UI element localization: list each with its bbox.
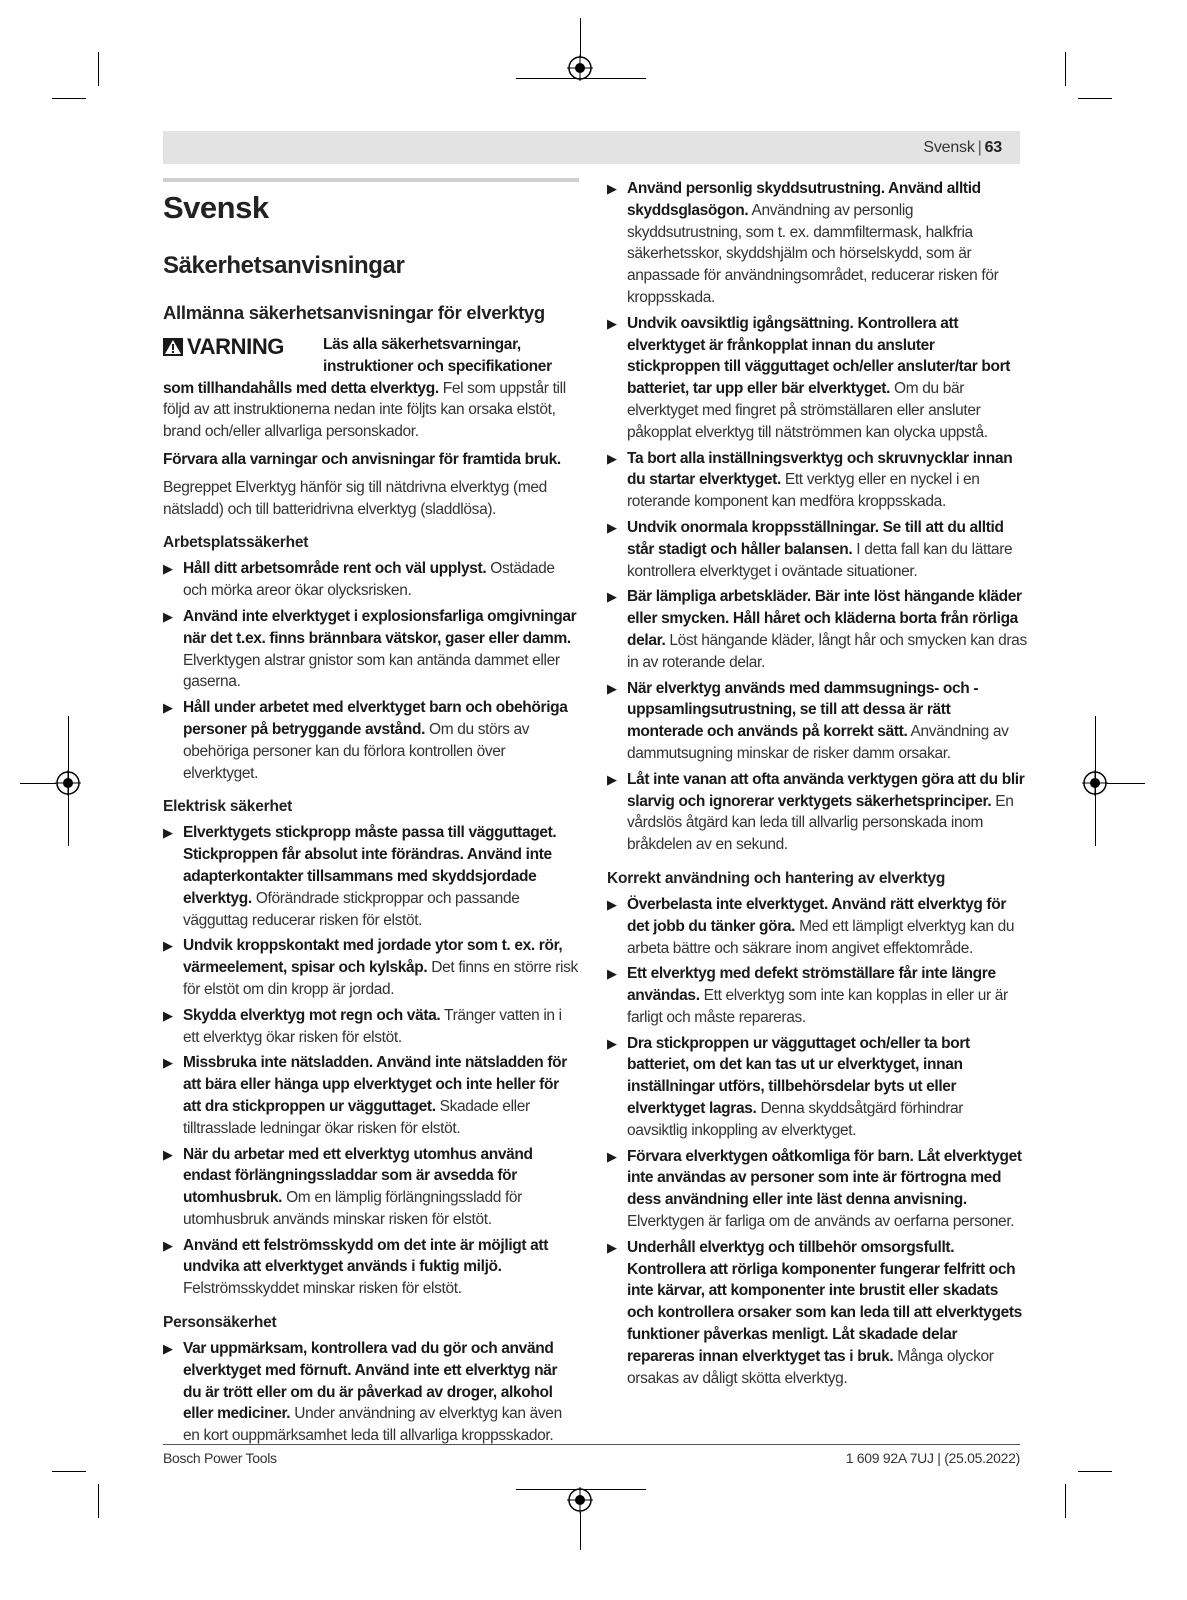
triangle-bullet-icon: ▶ (607, 181, 617, 196)
registration-target-icon (55, 770, 81, 796)
list-item: ▶ Bär lämpliga arbetskläder. Bär inte löst hängande kläder eller smycken. Håll håret och kläderna borta från rörliga delar. Löst hängande kläder, långt hår och smycken kan dras in av roterande delar. (607, 588, 1027, 671)
list-item: ▶ Undvik onormala kroppsställningar. Se till att du alltid står stadigt och håller balansen. I detta fall kan du lättare kontrollera elverktyget i oväntade situationer. (607, 518, 1013, 580)
list-item: ▶ Förvara elverktygen oåtkomliga för barn. Låt elverktyget inte användas av personer som inte är förtrogna med dess användning eller inte läst denna anvisning. Elverktygen är farliga om de används av oerfarna personer. (607, 1147, 1022, 1231)
list-item: ▶ Underhåll elverktyg och tillbehör omsorgsfullt. Kontrollera att rörliga komponenter fungerar felfritt och inte kärvar, att komponenter inte brustit eller skadats och kontrollera orsaker som kan leda till att elverktygets funktioner påverkas menligt. Låt skadade delar repareras innan elverktyget tas i bruk. Många olyckor orsakas av dåligt skötta elverktyg. (607, 1238, 1022, 1387)
crop-mark (1065, 52, 1066, 86)
triangle-bullet-icon: ▶ (607, 519, 617, 535)
list-item: ▶ Håll ditt arbetsområde rent och väl upplyst. Ostädade och mörka areor ökar olycksrisken. (163, 560, 555, 600)
crop-mark (98, 52, 99, 86)
register-line (1107, 783, 1145, 784)
triangle-bullet-icon: ▶ (607, 771, 617, 787)
triangle-bullet-icon: ▶ (607, 1148, 617, 1164)
section-rule (163, 178, 579, 182)
triangle-bullet-icon: ▶ (607, 450, 617, 466)
subsection-title: Allmänna säkerhetsanvisningar för elverktyg (163, 302, 545, 323)
warning-label (163, 334, 323, 360)
left-column (163, 178, 579, 1451)
triangle-bullet-icon: ▶ (607, 966, 617, 982)
triangle-bullet-icon: ▶ (607, 896, 617, 912)
safety-list (163, 1338, 579, 1447)
list-item: ▶ När elverktyg används med dammsugnings- och -uppsamlingsutrustning, se till att dessa är rätt monterade och används på korrekt sätt. Användning av dammutsugning minskar de risker damm orsakar. (607, 679, 1009, 762)
warning-lead: Läs alla säkerhetsvarningar, instruktioner och specifikationer (323, 336, 552, 375)
triangle-bullet-icon: ▶ (607, 1035, 617, 1051)
list-item: ▶ När du arbetar med ett elverktyg utomhus använd endast förlängningssladdar som är avsedda för utomhusbruk. Om en lämplig förlängningssladd för utomhusbruk används minskar risken för elstöt. (163, 1145, 533, 1228)
list-item: ▶ Var uppmärksam, kontrollera vad du gör och använd elverktyget med förnuft. Använd inte ett elverktyg när du är trött eller om du är påverkad av droger, alkohol eller mediciner. Under användning av elverktyg kan även en kort ouppmärksamhet leda till allvarliga kroppsskador. (163, 1340, 562, 1445)
triangle-bullet-icon: ▶ (607, 589, 617, 605)
header-text: Svensk | 63 (923, 139, 1002, 156)
keep-note: Förvara alla varningar och anvisningar för framtida bruk. (163, 450, 561, 468)
list-item: ▶ Överbelasta inte elverktyget. Använd rätt elverktyg för det jobb du tänker göra. Med ett lämpligt elverktyg kan du arbeta bättre och säkrare inom angivet effektområde. (607, 895, 1015, 957)
triangle-bullet-icon: ▶ (607, 680, 617, 696)
registration-target-icon (567, 1487, 593, 1513)
definition-text: Begreppet Elverktyg hänför sig till nätdrivna elverktyg (med nätsladd) och till batteridrivna elverktyg (sladdlösa). (163, 478, 547, 518)
crop-mark (98, 1484, 99, 1518)
triangle-bullet-icon: ▶ (163, 561, 173, 577)
page-number: 63 (984, 139, 1002, 156)
safety-list (607, 894, 1027, 1390)
warning-text (163, 378, 579, 443)
triangle-bullet-icon: ▶ (163, 1341, 173, 1357)
list-item: ▶ Missbruka inte nätsladden. Använd inte nätsladden för att bära eller hänga upp elverktyget och inte heller för att dra stickproppen ur vägguttaget. Skadade eller tilltrasslade ledningar ökar risken för elstöt. (163, 1054, 567, 1137)
list-item: ▶ Skydda elverktyg mot regn och väta. Tränger vatten in i ett elverktyg ökar risken för elstöt. (163, 1006, 562, 1046)
group-title: Elektrisk säkerhet (163, 798, 293, 816)
crop-mark (1078, 98, 1112, 99)
language-title: Svensk (163, 190, 269, 225)
warning-block (163, 334, 579, 378)
triangle-bullet-icon: ▶ (163, 608, 173, 624)
group-title: Korrekt användning och hantering av elverktyg (607, 869, 946, 887)
triangle-bullet-icon: ▶ (607, 1239, 617, 1255)
list-item: ▶ Ta bort alla inställningsverktyg och skruvnycklar innan du startar elverktyget. Ett verktyg eller en nyckel i en roterande komponent kan medföra kroppsskada. (607, 449, 1013, 511)
header-language: Svensk (923, 139, 975, 156)
list-item: ▶ Använd personlig skyddsutrustning. Använd alltid skyddsglasögon. Användning av personlig skyddsutrustning, som t. ex. dammfiltermask, halkfria säkerhetsskor, skyddshjälm och hörselskydd, som är anpassade för användningsområdet, reducerar risken för kroppsskada. (607, 180, 999, 306)
warning-bold: som tillhandahålls med detta elverktyg. (163, 379, 439, 397)
page-header (163, 131, 1020, 164)
registration-target-icon (567, 55, 593, 81)
crop-mark (52, 98, 86, 99)
triangle-bullet-icon: ▶ (163, 700, 173, 716)
triangle-bullet-icon: ▶ (607, 315, 617, 331)
group-title: Arbetsplatssäkerhet (163, 534, 309, 552)
footer-brand: Bosch Power Tools (163, 1450, 277, 1466)
crop-mark (1078, 1471, 1112, 1472)
triangle-bullet-icon: ▶ (163, 938, 173, 954)
group-title: Personsäkerhet (163, 1314, 277, 1332)
section-title: Säkerhetsanvisningar (163, 252, 405, 279)
triangle-bullet-icon: ▶ (163, 1007, 173, 1023)
register-line (20, 783, 56, 784)
list-item: ▶ Ett elverktyg med defekt strömställare får inte längre användas. Ett elverktyg som inte kan kopplas in eller ur är farligt och måste repareras. (607, 965, 1008, 1026)
list-item: ▶ Håll under arbetet med elverktyget barn och obehöriga personer på betryggande avstånd. Om du störs av obehöriga personer kan du förlora kontrollen över elverktyget. (163, 699, 568, 782)
list-item: ▶ Låt inte vanan att ofta använda verktygen göra att du blir slarvig och ignorerar verktygets säkerhetsprinciper. En vårdslös åtgärd kan leda till allvarlig personskada inom bråkdelen av en sekund. (607, 770, 1025, 854)
triangle-bullet-icon: ▶ (163, 825, 173, 841)
list-item: ▶ Undvik kroppskontakt med jordade ytor som t. ex. rör, värmeelement, spisar och kylskåp. Det finns en större risk för elstöt om din kropp är jordad. (163, 937, 578, 998)
warning-body: Fel som uppstår till följd av att instruktionerna nedan inte följts kan orsaka elstöt, brand och/eller allvarliga personskador. (163, 379, 566, 441)
triangle-bullet-icon: ▶ (163, 1237, 173, 1253)
warning-word: VARNING (187, 334, 285, 359)
list-item: ▶ Använd ett felströmsskydd om det inte är möjligt att undvika att elverktyget används i fuktig miljö. Felströmsskyddet minskar risken för elstöt. (163, 1236, 549, 1298)
right-column (607, 178, 1027, 1393)
safety-list (607, 178, 1027, 856)
list-item: ▶ Använd inte elverktyget i explosionsfarliga omgivningar när det t.ex. finns brännbara vätskor, gaser eller damm. Elverktygen alstrar gnistor som kan antända dammet eller gaserna. (163, 607, 577, 691)
registration-target-icon (1082, 770, 1108, 796)
register-line (580, 1512, 581, 1550)
list-item: ▶ Undvik oavsiktlig igångsättning. Kontrollera att elverktyget är frånkopplat innan du ansluter stickproppen till vägguttaget och/eller ansluter/tar bort batteriet, tar upp eller bär elverktyget. Om du bär elverktyget med fingret på strömställaren eller ansluter påkopplat elverktyg till nätströmmen kan olycka uppstå. (607, 314, 1011, 441)
safety-list (163, 822, 579, 1300)
list-item: ▶ Dra stickproppen ur vägguttaget och/eller ta bort batteriet, om det kan tas ut ur elverktyget, innan inställningar utförs, tillbehörsdelar byts ut eller elverktyget lagras. Denna skyddsåtgärd förhindrar oavsiktlig inkoppling av elverktyget. (607, 1034, 970, 1139)
register-line (580, 18, 581, 58)
crop-mark (52, 1471, 86, 1472)
safety-list (163, 558, 579, 784)
footer-rule (163, 1444, 1020, 1445)
footer-doc-id: 1 609 92A 7UJ | (25.05.2022) (845, 1450, 1020, 1466)
crop-mark (1065, 1484, 1066, 1518)
triangle-bullet-icon: ▶ (163, 1055, 173, 1071)
triangle-bullet-icon: ▶ (163, 1146, 173, 1162)
warning-triangle-icon (163, 338, 183, 356)
list-item: ▶ Elverktygets stickpropp måste passa till vägguttaget. Stickproppen får absolut inte förändras. Använd inte adapterkontakter tillsammans med skyddsjordade elverktyg. Oförändrade stickproppar och passande vägguttag reducerar risken för elstöt. (163, 824, 557, 929)
